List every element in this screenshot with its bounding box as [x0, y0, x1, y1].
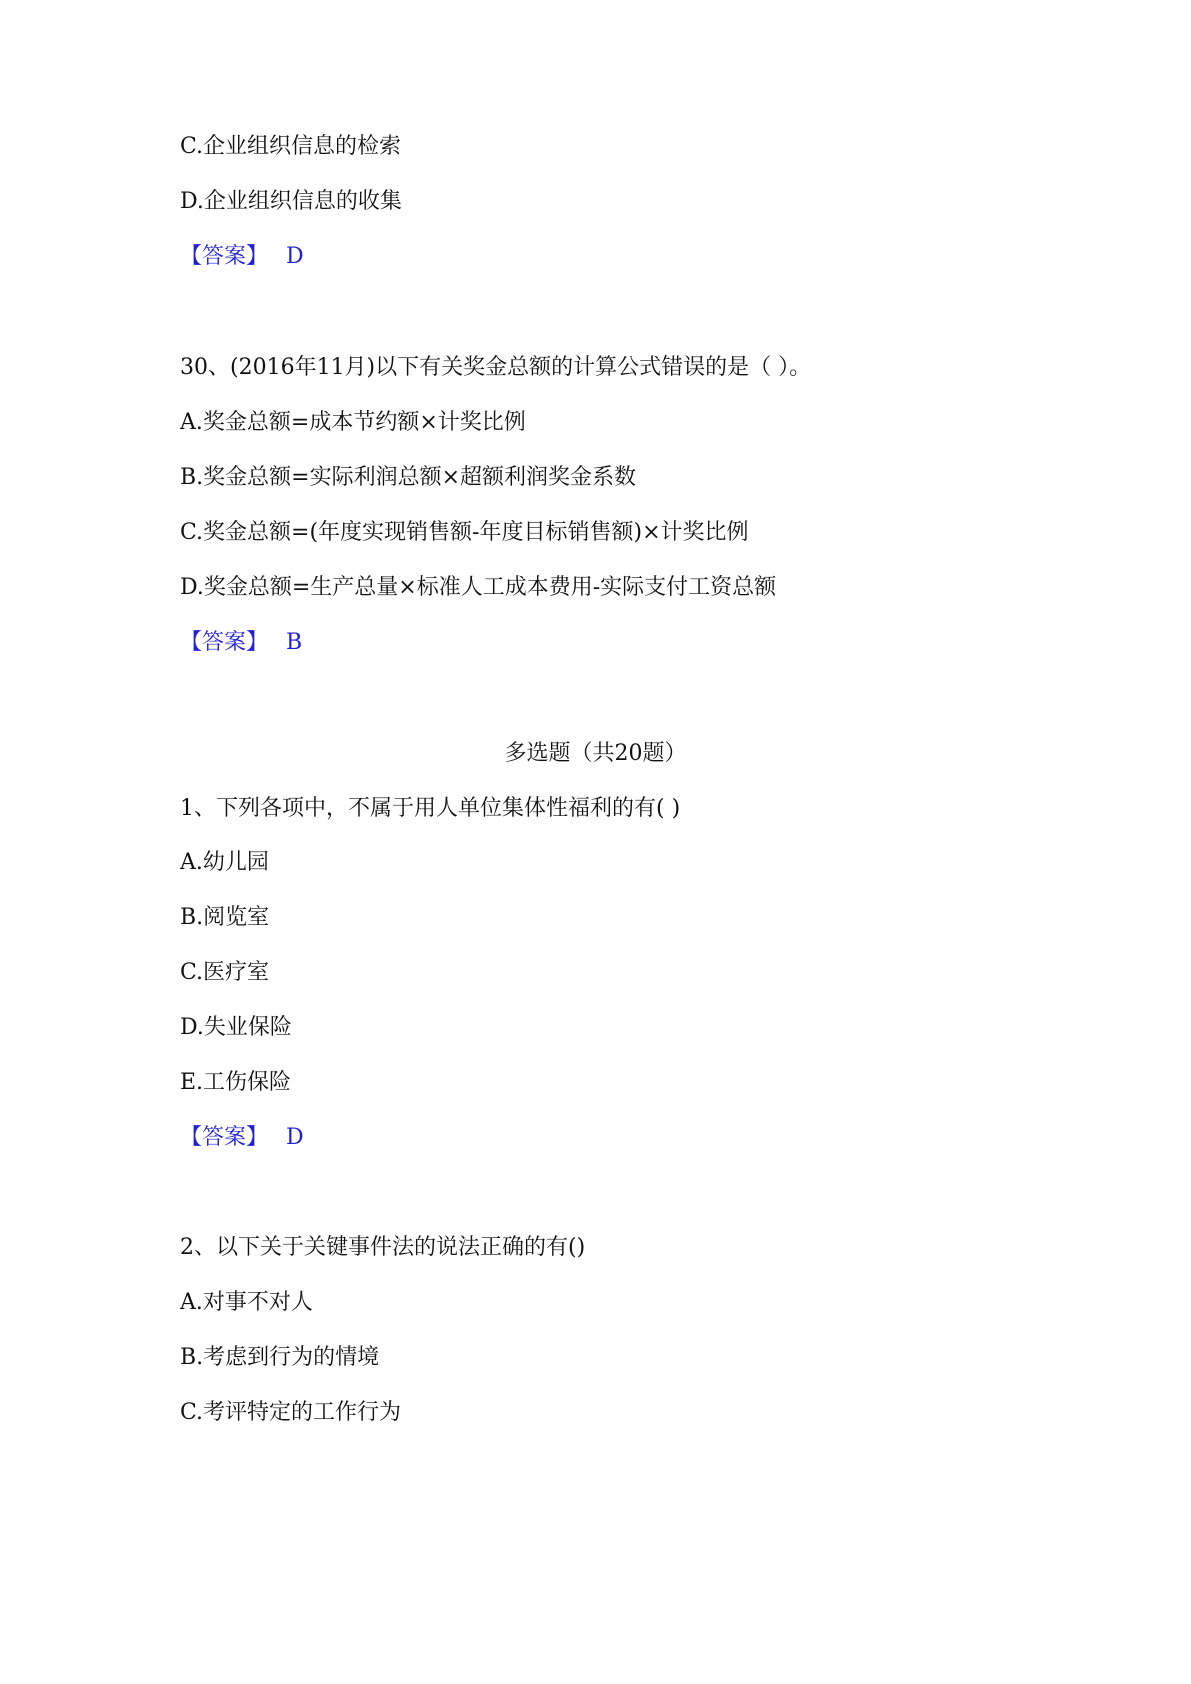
- mq1-option-a: A.幼儿园: [180, 850, 269, 875]
- answer-label: 【答案】: [180, 630, 269, 655]
- answer-value: B: [286, 630, 303, 655]
- q30-stem: 30、(2016年11月)以下有关奖金总额的计算公式错误的是（ ）。: [180, 355, 812, 380]
- mq2-option-a: A.对事不对人: [180, 1290, 313, 1315]
- mq2-option-c: C.考评特定的工作行为: [180, 1400, 402, 1425]
- mq2-stem: 2、以下关于关键事件法的说法正确的有(): [180, 1235, 586, 1260]
- answer-value: D: [286, 1125, 304, 1150]
- q29-option-d: D.企业组织信息的收集: [180, 189, 402, 214]
- mq1-option-d: D.失业保险: [180, 1015, 292, 1040]
- mq1-answer: [180, 1124, 304, 1152]
- mq1-option-e: E.工伤保险: [180, 1070, 292, 1095]
- answer-value: D: [286, 244, 304, 269]
- answer-label: 【答案】: [180, 244, 269, 269]
- q29-option-c: C.企业组织信息的检索: [180, 134, 402, 159]
- q30-option-a: A.奖金总额=成本节约额×计奖比例: [180, 410, 526, 435]
- mq1-option-b: B.阅览室: [180, 905, 270, 930]
- q29-answer: [180, 243, 304, 271]
- q30-option-b: B.奖金总额=实际利润总额×超额利润奖金系数: [180, 465, 637, 490]
- mq1-option-c: C.医疗室: [180, 960, 270, 985]
- answer-label: 【答案】: [180, 1125, 269, 1150]
- mq2-option-b: B.考虑到行为的情境: [180, 1345, 380, 1370]
- q30-option-d: D.奖金总额=生产总量×标准人工成本费用-实际支付工资总额: [180, 575, 777, 600]
- mq1-stem: 1、下列各项中，不属于用人单位集体性福利的有( ): [180, 796, 681, 821]
- q30-answer: [180, 629, 302, 657]
- section-title: 多选题（共20题）: [504, 741, 687, 766]
- q30-option-c: C.奖金总额=(年度实现销售额-年度目标销售额)×计奖比例: [180, 520, 749, 545]
